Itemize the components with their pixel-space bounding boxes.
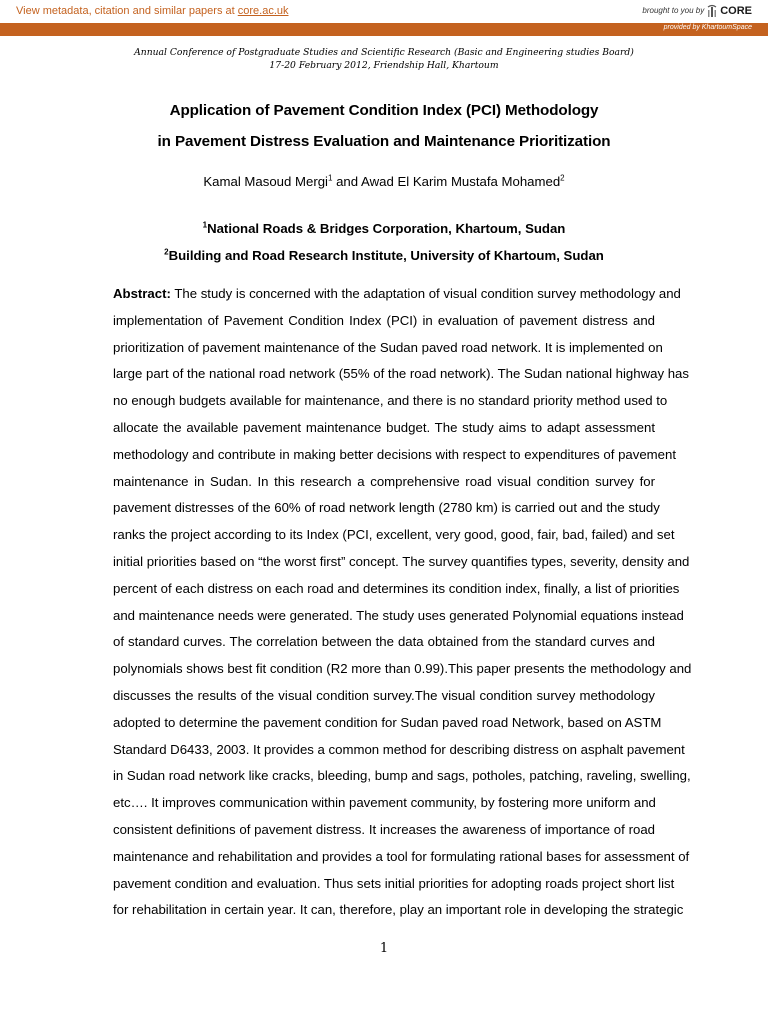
- author-1: Kamal Masoud Mergi: [203, 174, 328, 189]
- core-brought-text: brought to you by: [642, 6, 705, 15]
- abstract-line: discusses the results of the visual condition survey.The visual condition survey methodology: [113, 687, 655, 703]
- paper-title-line-2: in Pavement Distress Evaluation and Maintenance Prioritization: [157, 133, 611, 150]
- abstract-line: ranks the project according to its Index (PCI, excellent, very good, good, fair, bad, failed) and set: [113, 527, 675, 543]
- paper-affiliations: [0, 215, 768, 269]
- core-link[interactable]: core.ac.uk: [237, 5, 289, 17]
- author-separator: and Awad El Karim Mustafa Mohamed: [332, 174, 561, 189]
- paper-authors: [0, 173, 768, 191]
- abstract: [113, 281, 692, 924]
- abstract-label: Abstract:: [113, 286, 171, 301]
- core-metadata-text: [16, 5, 289, 17]
- abstract-line: allocate the available pavement maintenance budget. The study aims to adapt assessment: [113, 419, 655, 435]
- abstract-line: initial priorities based on “the worst first” concept. The survey quantifies types, severity, density and: [113, 553, 690, 569]
- paper-title: [0, 95, 768, 157]
- core-brought-by[interactable]: [642, 4, 752, 17]
- affiliation-2-mark: 2: [164, 247, 169, 257]
- abstract-line: implementation of Pavement Condition Index (PCI) in evaluation of pavement distress and: [113, 312, 655, 328]
- paper-title-line-1: Application of Pavement Condition Index (PCI) Methodology: [169, 102, 599, 119]
- abstract-line: etc…. It improves communication within pavement community, by fostering more uniform and: [113, 795, 656, 811]
- core-banner-strip: [0, 23, 768, 36]
- core-banner: [0, 0, 768, 36]
- page-number: 1: [379, 941, 389, 956]
- abstract-line: prioritization of pavement maintenance of the Sudan paved road network. It is implemented on: [113, 339, 663, 355]
- core-provided-text[interactable]: provided by KhartoumSpace: [663, 24, 752, 31]
- abstract-line: methodology and contribute in making better decisions with respect to expenditures of pavement: [113, 446, 676, 462]
- abstract-line: for rehabilitation in certain year. It can, therefore, play an important role in developing the strategic: [113, 902, 684, 918]
- abstract-line: pavement distresses of the 60% of road network length (2780 km) is carried out and the study: [113, 500, 660, 516]
- abstract-text: The study is concerned with the adaptation of visual condition survey methodology and: [170, 286, 681, 301]
- abstract-line: of standard curves. The correlation between the data obtained from the standard curves and: [113, 634, 655, 650]
- affiliation-1-mark: 1: [202, 220, 208, 230]
- abstract-line: [113, 281, 681, 308]
- abstract-line: no enough budgets available for maintenance, and there is no standard priority method used to: [113, 393, 668, 409]
- abstract-line: large part of the national road network (55% of the road network). The Sudan national highway has: [113, 366, 689, 382]
- abstract-line: polynomials shows best fit condition (R2 more than 0.99).This paper presents the methodology and: [113, 661, 692, 677]
- conference-line-1: Annual Conference of Postgraduate Studies and Scientific Research (Basic and Engineering studies Board): [134, 47, 634, 58]
- abstract-line: adopted to determine the pavement condition for Sudan paved road Network, based on ASTM: [113, 714, 662, 730]
- abstract-line: Standard D6433, 2003. It provides a common method for describing distress on asphalt pavement: [113, 741, 685, 757]
- core-banner-top: [0, 0, 768, 24]
- affiliation-1-text: National Roads & Bridges Corporation, Khartoum, Sudan: [207, 221, 566, 236]
- author-2-affiliation-mark: 2: [560, 173, 565, 183]
- core-logo-text: CORE: [720, 4, 752, 17]
- core-logo-icon: [707, 4, 717, 17]
- abstract-line: consistent definitions of pavement distress. It increases the awareness of importance of road: [113, 821, 655, 837]
- abstract-line: in Sudan road network like cracks, bleeding, bump and sags, potholes, patching, raveling, swelling,: [113, 768, 691, 784]
- abstract-line: pavement condition and evaluation. Thus sets initial priorities for adopting roads project short list: [113, 875, 675, 891]
- conference-header: [0, 46, 768, 72]
- core-metadata-label: View metadata, citation and similar papers at: [16, 5, 238, 17]
- affiliation-2: [0, 242, 768, 269]
- abstract-line: maintenance in Sudan. In this research a comprehensive road visual condition survey for: [113, 473, 655, 489]
- affiliation-2-text: Building and Road Research Institute, University of Khartoum, Sudan: [168, 248, 604, 263]
- author-1-affiliation-mark: 1: [327, 173, 333, 183]
- abstract-line: maintenance and rehabilitation and provides a tool for formulating rational bases for assessment of: [113, 848, 690, 864]
- abstract-line: percent of each distress on each road and determines its condition index, finally, a list of priorities: [113, 580, 680, 596]
- affiliation-1: [0, 215, 768, 242]
- conference-line-2: 17-20 February 2012, Friendship Hall, Khartoum: [269, 60, 499, 71]
- abstract-line: and maintenance needs were generated. The study uses generated Polynomial equations instead: [113, 607, 684, 623]
